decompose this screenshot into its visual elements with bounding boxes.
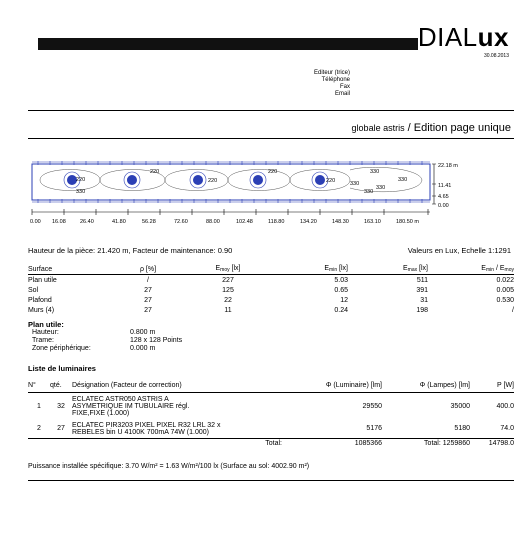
isolux-label: 330 [370,169,380,175]
x-tick: 16.08 [52,219,66,225]
contact-fax: Fax [339,84,350,90]
page-title [352,122,511,134]
luminaires-heading: Liste de luminaires [28,364,96,373]
total-flux-lamps: 1259860 [442,440,470,448]
total-power: 14798.0 [488,440,514,448]
total-label: Total: [265,440,282,448]
luminaires-table [28,380,514,449]
totals-row [28,438,514,449]
isolux-label: 330 [364,189,374,195]
horizontal-scale [32,209,430,215]
workplane-labels [32,329,91,353]
isolux-label: 220 [150,169,160,175]
dialux-logo [418,22,509,53]
table-row: Plan utile / 227 5.03 511 0.022 [28,276,514,284]
contact-email: Email [334,91,350,97]
report-date: 30.08.2013 [483,53,509,59]
table-row: Plafond 27 22 12 31 0.530 [28,296,514,304]
surfaces-table [28,264,514,315]
luminaire-icons [67,175,325,185]
col-emoy: $E_{moy}$ [lx] [215,265,241,273]
col-flux-lamps: Φ (Lampes) [lm] [419,382,470,390]
top-divider [28,110,514,111]
workplane-label-height: Hauteur: [32,329,59,336]
workplane-value-height: 0.800 m [130,329,156,336]
table-row: Murs (4) 27 11 0.24 198 / [28,306,514,314]
x-tick: 118.80 [268,219,285,225]
x-tick: 26.40 [80,219,94,225]
x-tick: 41.80 [112,219,126,225]
workplane-value-grid: 128 x 128 Points [130,337,183,344]
project-name: globale astris [351,123,405,133]
bottom-divider [28,480,514,481]
isolux-label: 330 [76,189,86,195]
col-rho: ρ [%] [139,265,157,273]
room-plan-drawing [30,160,510,230]
workplane-value-zone: 0.000 m [130,345,156,352]
edition-title: Edition page unique [413,122,511,134]
title-separator: / [404,122,414,134]
workplane-label-zone: Zone périphérique: [32,345,91,352]
logo-bold-text: ux [477,22,509,52]
col-flux-luminaire: Φ (Luminaire) [lm] [325,382,382,390]
col-ratio: $E_{min} / E_{moy}$ [481,265,514,273]
x-tick: 88.00 [206,219,220,225]
logo-text: DIAL [417,22,478,52]
col-emax: $E_{max}$ [lx] [402,265,428,273]
surfaces-header-row [28,264,514,275]
x-tick: 56.28 [142,219,156,225]
room-info: Hauteur de la pièce: 21.420 m, Facteur de maintenance: 0.90 [28,246,233,255]
table-row: Sol 27 125 0.65 391 0.005 [28,286,514,294]
col-num: N° [28,382,36,390]
installed-power-note: Puissance installée spécifique: 3.70 W/m² = 1.63 W/m²/100 lx (Surface au sol: 4002.90 m²) [28,463,310,470]
x-tick: 102.48 [236,219,253,225]
workplane-heading: Plan utile: [28,320,64,329]
scale-label: 22.18 m [438,163,458,169]
table-row: 1 32 ECLATEC ASTR050 ASTRIS A ASYMETRIQUE IM TUBULAIRE régl. FIXE,FIXE (1.000) 29550 35000 400.0 [37,395,514,417]
x-tick: 163.10 [364,219,381,225]
isolux-label: 220 [208,178,218,184]
isolux-label: 220 [268,169,278,175]
isolux-label: 330 [350,181,360,187]
workplane-label-grid: Trame: [32,337,54,344]
col-emin: $E_{min}$ [lx] [324,265,348,273]
x-tick: 148.30 [332,219,349,225]
isolux-label: 330 [376,185,386,191]
col-designation: Désignation (Facteur de correction) [72,382,182,390]
luminaires-header-row [28,380,514,392]
title-divider [28,138,514,139]
scale-label: 4.65 [438,194,449,200]
x-tick: 72.60 [174,219,188,225]
isolux-label: 220 [326,178,336,184]
contact-block [200,70,350,98]
col-surface: Surface [28,265,53,273]
values-scale-info: Valeurs en Lux, Echelle 1:1291 [407,246,511,255]
x-tick: 180.50 m [396,219,419,225]
contact-editor: Editeur (trice) [313,70,350,76]
total-label: Total: [424,440,441,448]
x-tick: 134.20 [300,219,317,225]
total-flux-luminaire: 1085366 [354,440,382,448]
col-qty: qté. [50,382,62,390]
contact-phone: Téléphone [321,77,350,83]
table-row: 2 27 ECLATEC PIR3203 PIXEL PIXEL R32 LRL 32 x REBELES bin U 4100K 700mA 74W (1.000) 5176 5180 74.0 [28,420,514,438]
scale-label: 11.41 [438,183,452,189]
x-tick: 0.00 [30,219,41,225]
col-power: P [W] [497,382,514,390]
workplane-values [130,329,182,353]
isolux-label: 220 [76,177,86,183]
scale-label: 0.00 [438,203,449,209]
vertical-scale [432,164,436,204]
isolux-label: 330 [398,177,408,183]
header-bar [38,38,418,50]
